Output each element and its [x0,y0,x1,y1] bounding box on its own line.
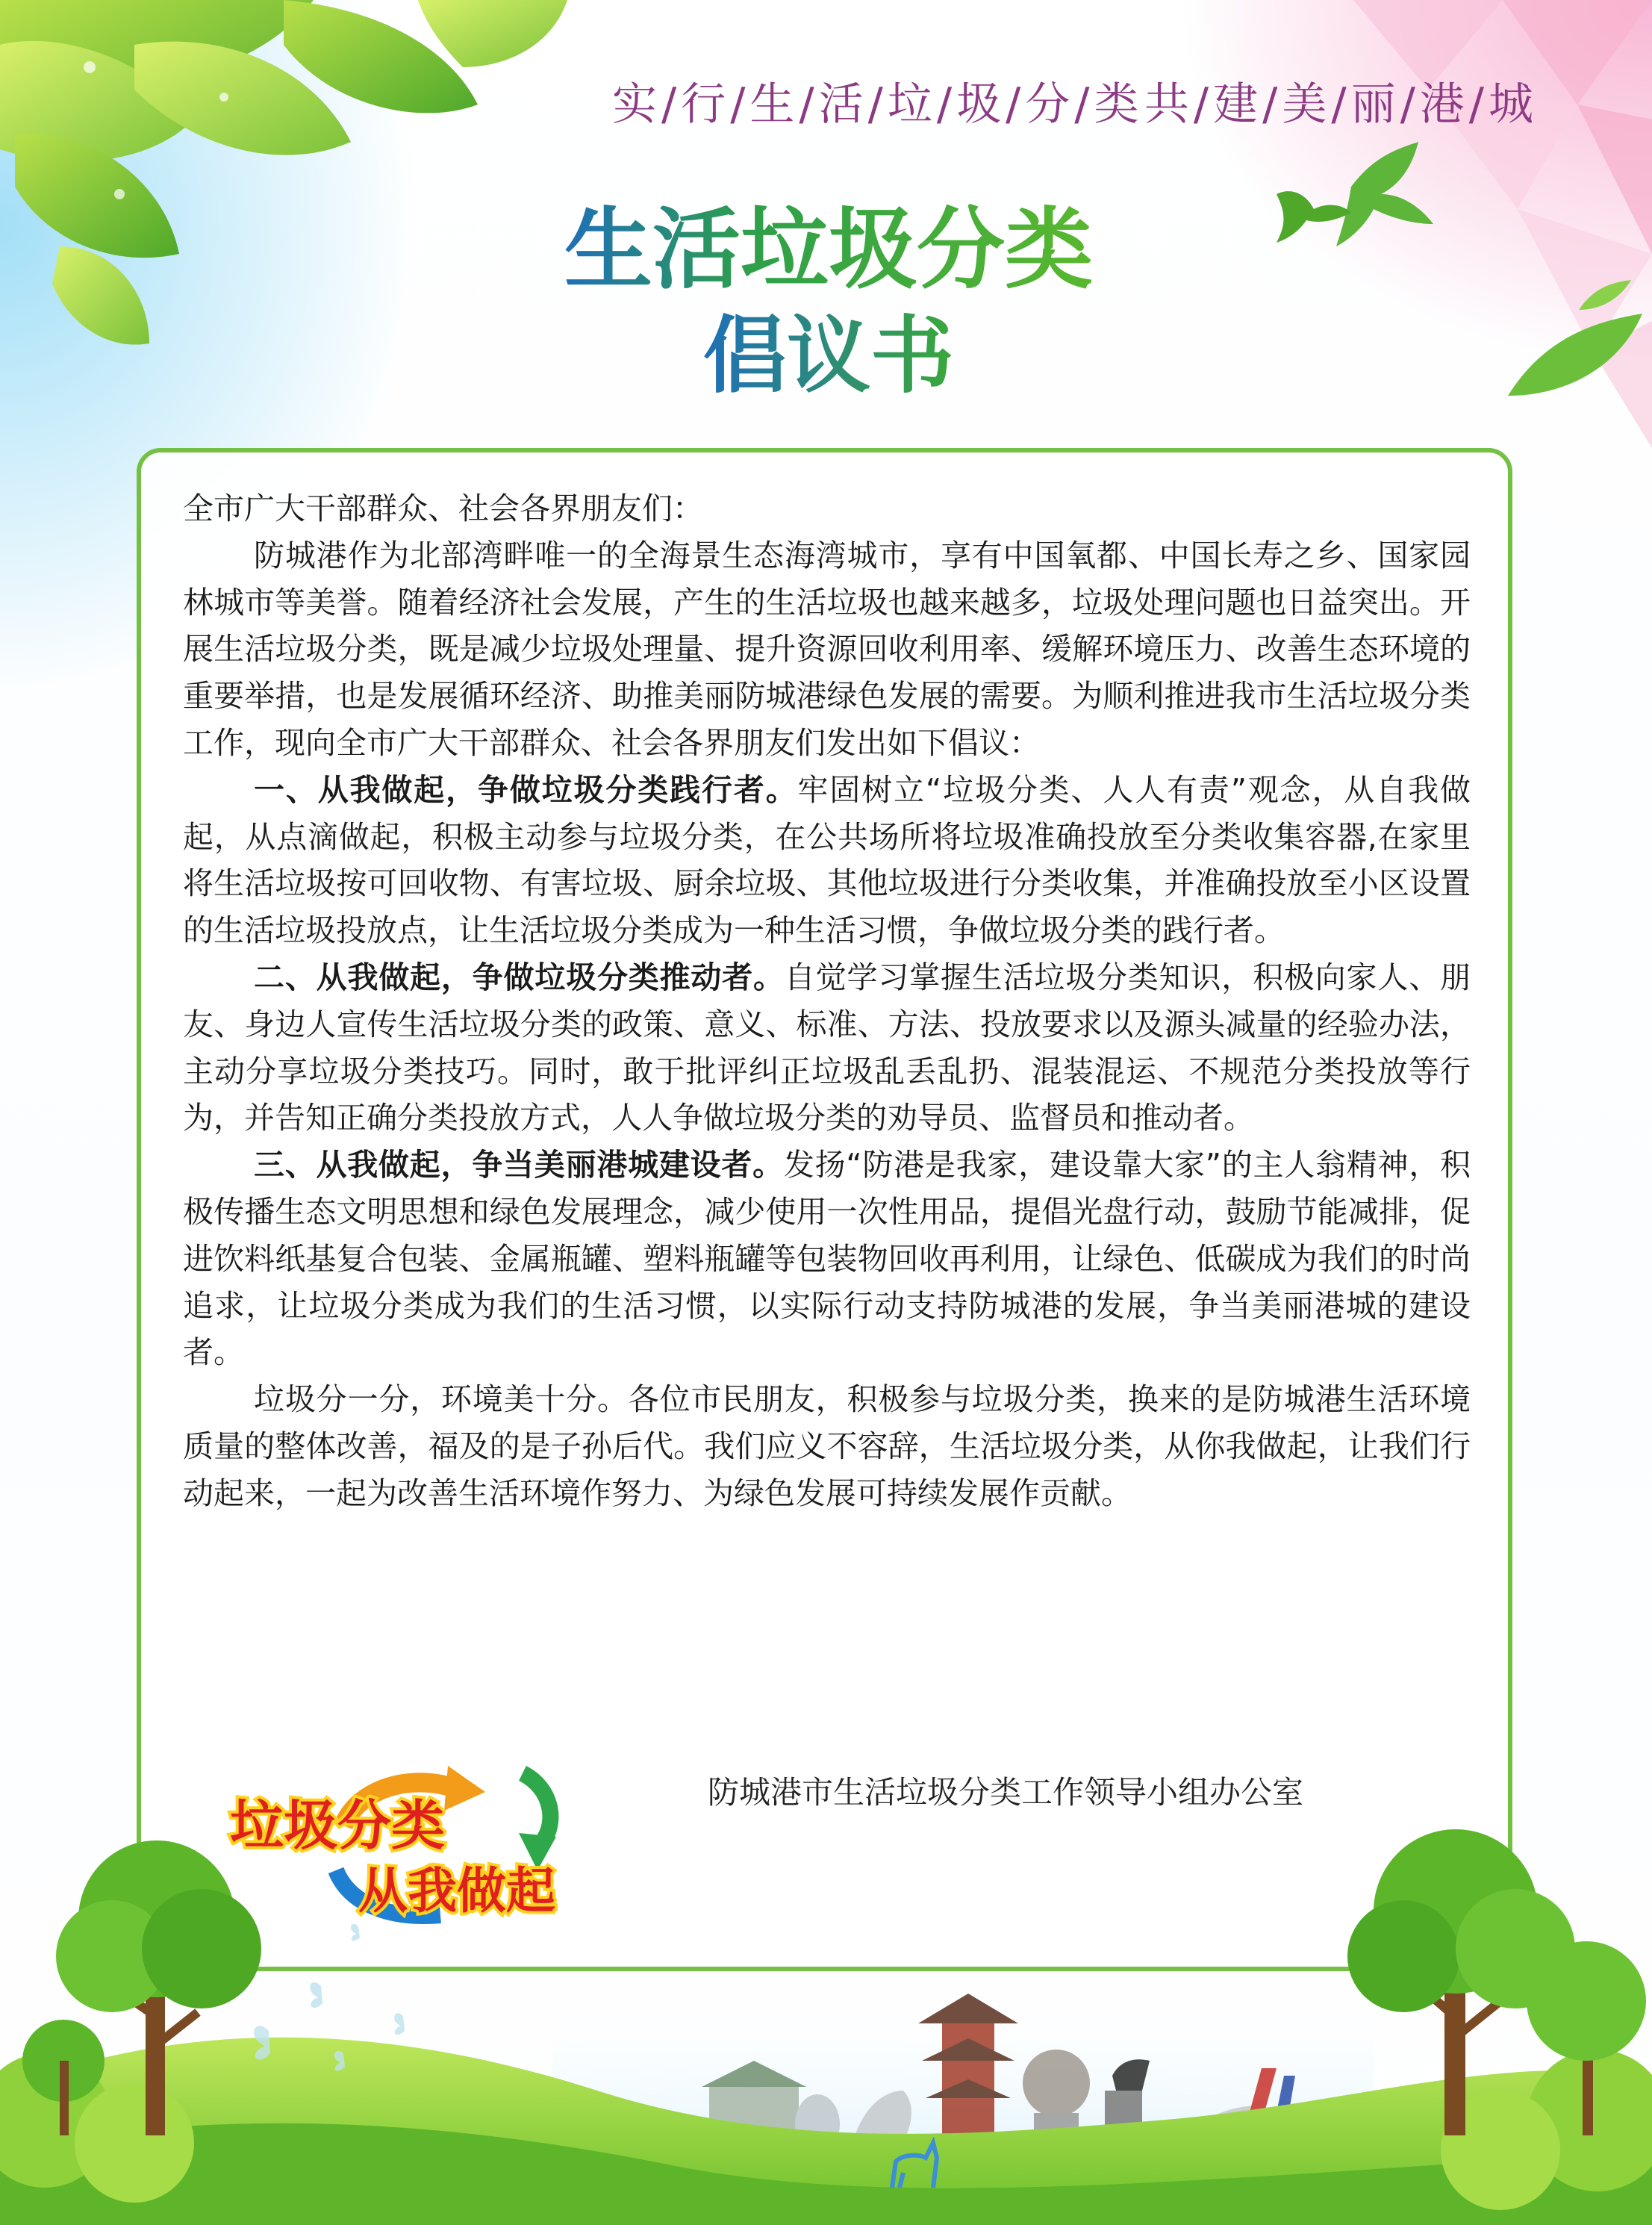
recycle-badge [224,1758,642,1938]
intro-paragraph: 防城港作为北部湾畔唯一的全海景生态海湾城市，享有中国氧都、中国长寿之乡、国家园林城市等美誉。随着经济社会发展，产生的生活垃圾也越来越多，垃圾处理问题也日益突出。开展生活垃圾分类，既是减少垃圾处理量、提升资源回收利用率、缓解环境压力、改善生态环境的重要举措，也是发展循环经济、助推美丽防城港绿色发展的需要。为顺利推进我市生活垃圾分类工作，现向全市广大干部群众、社会各界朋友们发出如下倡议： [183,537,1471,761]
title-line2: 倡议书 [703,308,954,405]
leaf-cluster-icon [0,0,597,388]
title-line1: 生活垃圾分类 [564,198,1094,301]
signature: 防城港市生活垃圾分类工作领导小组办公室 [708,1774,1304,1811]
salutation: 全市广大干部群众、社会各界朋友们： [183,491,703,526]
page-title [523,198,1135,422]
item-3-text: 发扬“防港是我家，建设靠大家”的主人翁精神，积极传播生态文明思想和绿色发展理念，减少使用一次性用品，提倡光盘行动，鼓励节能减排，促进饮料纸基复合包装、金属瓶罐、塑料瓶罐等包装物回收再利用，让绿色、低碳成为我们的时尚追求，让垃圾分类成为我们的生活习惯，以实际行动支持防城港的发展，争当美丽港城的建设者。 [183,1147,1471,1371]
slogan-right: 共/建/美/丽/港/城 [1144,78,1538,131]
leaf-icon [1575,276,1635,314]
item-1-text: 牢固树立“垃圾分类、人人有责”观念，从自我做起，从点滴做起，积极主动参与垃圾分类，在公共场所将垃圾准确投放至分类收集容器,在家里将生活垃圾按可回收物、有害垃圾、厨余垃圾、其他垃圾进行分类收集，并准确投放至小区设置的生活垃圾投放点，让生活垃圾分类成为一种生活习惯，争做垃圾分类的践行者。 [183,771,1471,949]
letter-body [183,485,1471,1517]
dove-icon [1262,142,1456,261]
item-1 [183,767,1471,954]
item-2-text: 自觉学习掌握生活垃圾分类知识，积极向家人、朋友、身边人宣传生活垃圾分类的政策、意义、标准、方法、投放要求以及源头减量的经验办法，主动分享垃圾分类技巧。同时，敢于批评纠正垃圾乱丢乱扔、混装混运、不规范分类投放等行为，并告知正确分类投放方式，人人争做垃圾分类的劝导员、监督员和推动者。 [183,959,1471,1136]
badge-line1: 垃圾分类 [230,1794,446,1857]
item-3-heading: 三、从我做起，争当美丽港城建设者。 [254,1147,784,1183]
item-1-heading: 一、从我做起，争做垃圾分类践行者。 [254,771,798,808]
slogan [612,69,1538,131]
slogan-left: 实/行/生/活/垃/圾/分/类 [612,78,1144,131]
badge-line2: 从我做起 [358,1862,555,1920]
leaf-icon [1500,306,1650,411]
item-2-heading: 二、从我做起，争做垃圾分类推动者。 [254,959,785,995]
closing-paragraph: 垃圾分一分，环境美十分。各位市民朋友，积极参与垃圾分类，换来的是防城港生活环境质量的整体改善，福及的是子孙后代。我们应义不容辞，生活垃圾分类，从你我做起，让我们行动起来，一起为改善生活环境作努力、为绿色发展可持续发展作贡献。 [183,1381,1471,1511]
item-3 [183,1142,1471,1376]
item-2 [183,954,1471,1142]
